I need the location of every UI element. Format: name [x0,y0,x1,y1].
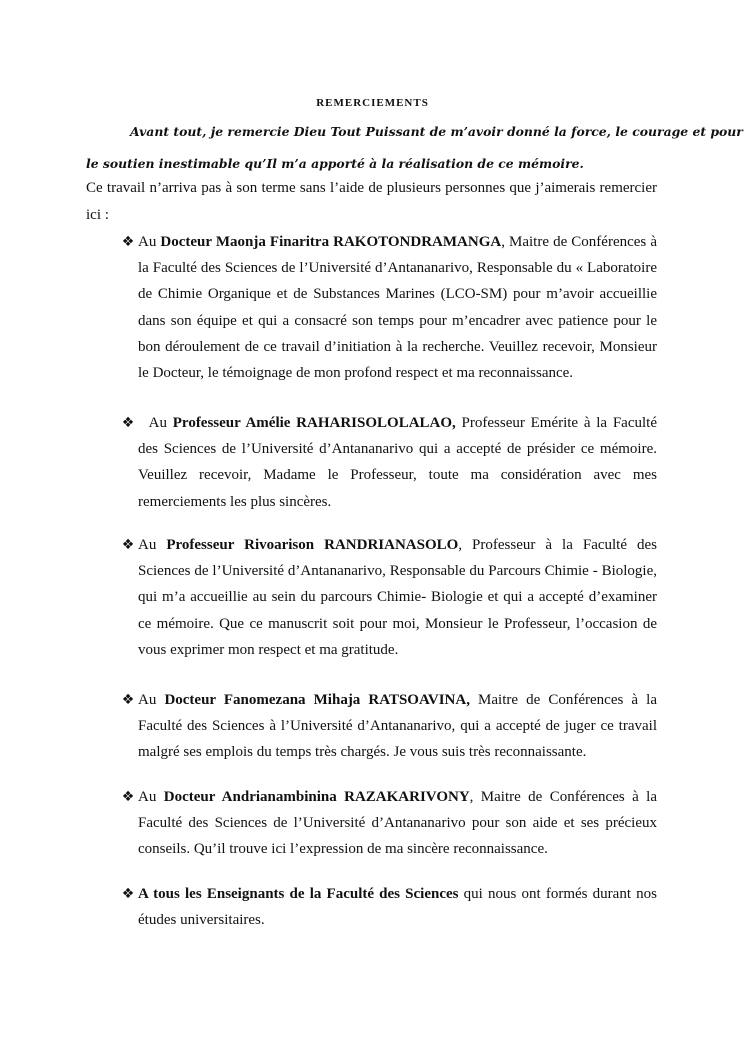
list-item-body [138,229,657,386]
intro-script-line-2: le soutien inestimable qu’Il m’a apporté à la réalisation de ce mémoire. [86,156,584,171]
diamond-bullet-icon: ❖ [121,886,135,902]
item-name: Professeur Rivoarison RANDRIANASOLO [166,537,459,553]
diamond-bullet-icon: ❖ [121,415,135,431]
item-text: Maitre de Conférences à la Faculté des Sciences à l’Université d’Antananarivo, qui a accepté de juger ce travail malgré ses emplois du temps très chargés. Je vous suis très reconnaissante. [138,692,657,761]
intro-script-line-1: Avant tout, je remercie Dieu Tout Puissant de m’avoir donné la force, le courage et pour [130,124,743,139]
item-name: Docteur Andrianambinina RAZAKARIVONY [163,789,470,805]
item-prefix: Au [138,692,165,708]
item-text: , Maitre de Conférences à la Faculté des Sciences de l’Université d’Antananarivo pour son aide et ses précieux conseils. Qu’il trouve ici l’expression de ma sincère reconnaissance. [138,789,657,858]
diamond-bullet-icon: ❖ [121,692,135,708]
item-name: A tous les Enseignants de la Faculté des Sciences [138,886,459,902]
item-prefix: Au [138,537,167,553]
item-prefix: Au [138,789,164,805]
intro-text-line-1: Ce travail n’arriva pas à son terme sans l’aide de plusieurs personnes que j’aimerais remercier [86,180,657,196]
diamond-bullet-icon: ❖ [121,537,135,553]
list-item [118,410,657,515]
page-title: remerciements [316,93,429,110]
list-item [118,532,657,663]
list-item-body [138,784,657,863]
diamond-bullet-icon: ❖ [121,234,135,250]
item-prefix: Au [138,415,173,431]
item-text: Professeur Emérite à la Faculté des Sciences de l’Université d’Antananarivo qui a accepté de présider ce mémoire. Veuillez recevoir, Madame le Professeur, toute ma considération avec mes remerciements les plus sincères. [138,415,657,510]
item-name: Docteur Maonja Finaritra RAKOTONDRAMANGA [160,234,502,250]
item-text: qui nous ont formés durant nos études universitaires. [138,886,657,929]
item-name: Professeur Amélie RAHARISOLOLALAO, [172,415,456,431]
intro-text-line-2: ici : [86,207,109,223]
list-item [118,229,657,386]
list-item-body [138,410,657,515]
diamond-bullet-icon: ❖ [121,789,135,805]
list-item [118,784,657,863]
item-prefix: Au [138,234,161,250]
list-item-body [138,687,657,766]
item-text: , Maitre de Conférences à la Faculté des Sciences de l’Université d’Antananarivo, Responsable du « Laboratoire de Chimie Organique et de Substances Marines (LCO-SM) pour m’avoir accueillie dans son équipe et qui a consacré son temps pour m’encadrer avec patience pour le bon déroulement de ce travail d’initiation à la recherche. Veuillez recevoir, Monsieur le Docteur, le témoignage de mon profond respect et ma reconnaissance. [138,234,657,382]
list-item-body [138,881,657,933]
list-item [118,687,657,766]
list-item-body [138,532,657,663]
item-text: , Professeur à la Faculté des Sciences de l’Université d’Antananarivo, Responsable du Parcours Chimie - Biologie, qui m’a accueillie au sein du parcours Chimie- Biologie et qui a accepté d’examiner ce mémoire. Que ce manuscrit soit pour moi, Monsieur le Professeur, l’occasion de vous exprimer mon respect et ma gratitude. [138,537,657,658]
item-name: Docteur Fanomezana Mihaja RATSOAVINA, [164,692,470,708]
list-item [118,881,657,933]
